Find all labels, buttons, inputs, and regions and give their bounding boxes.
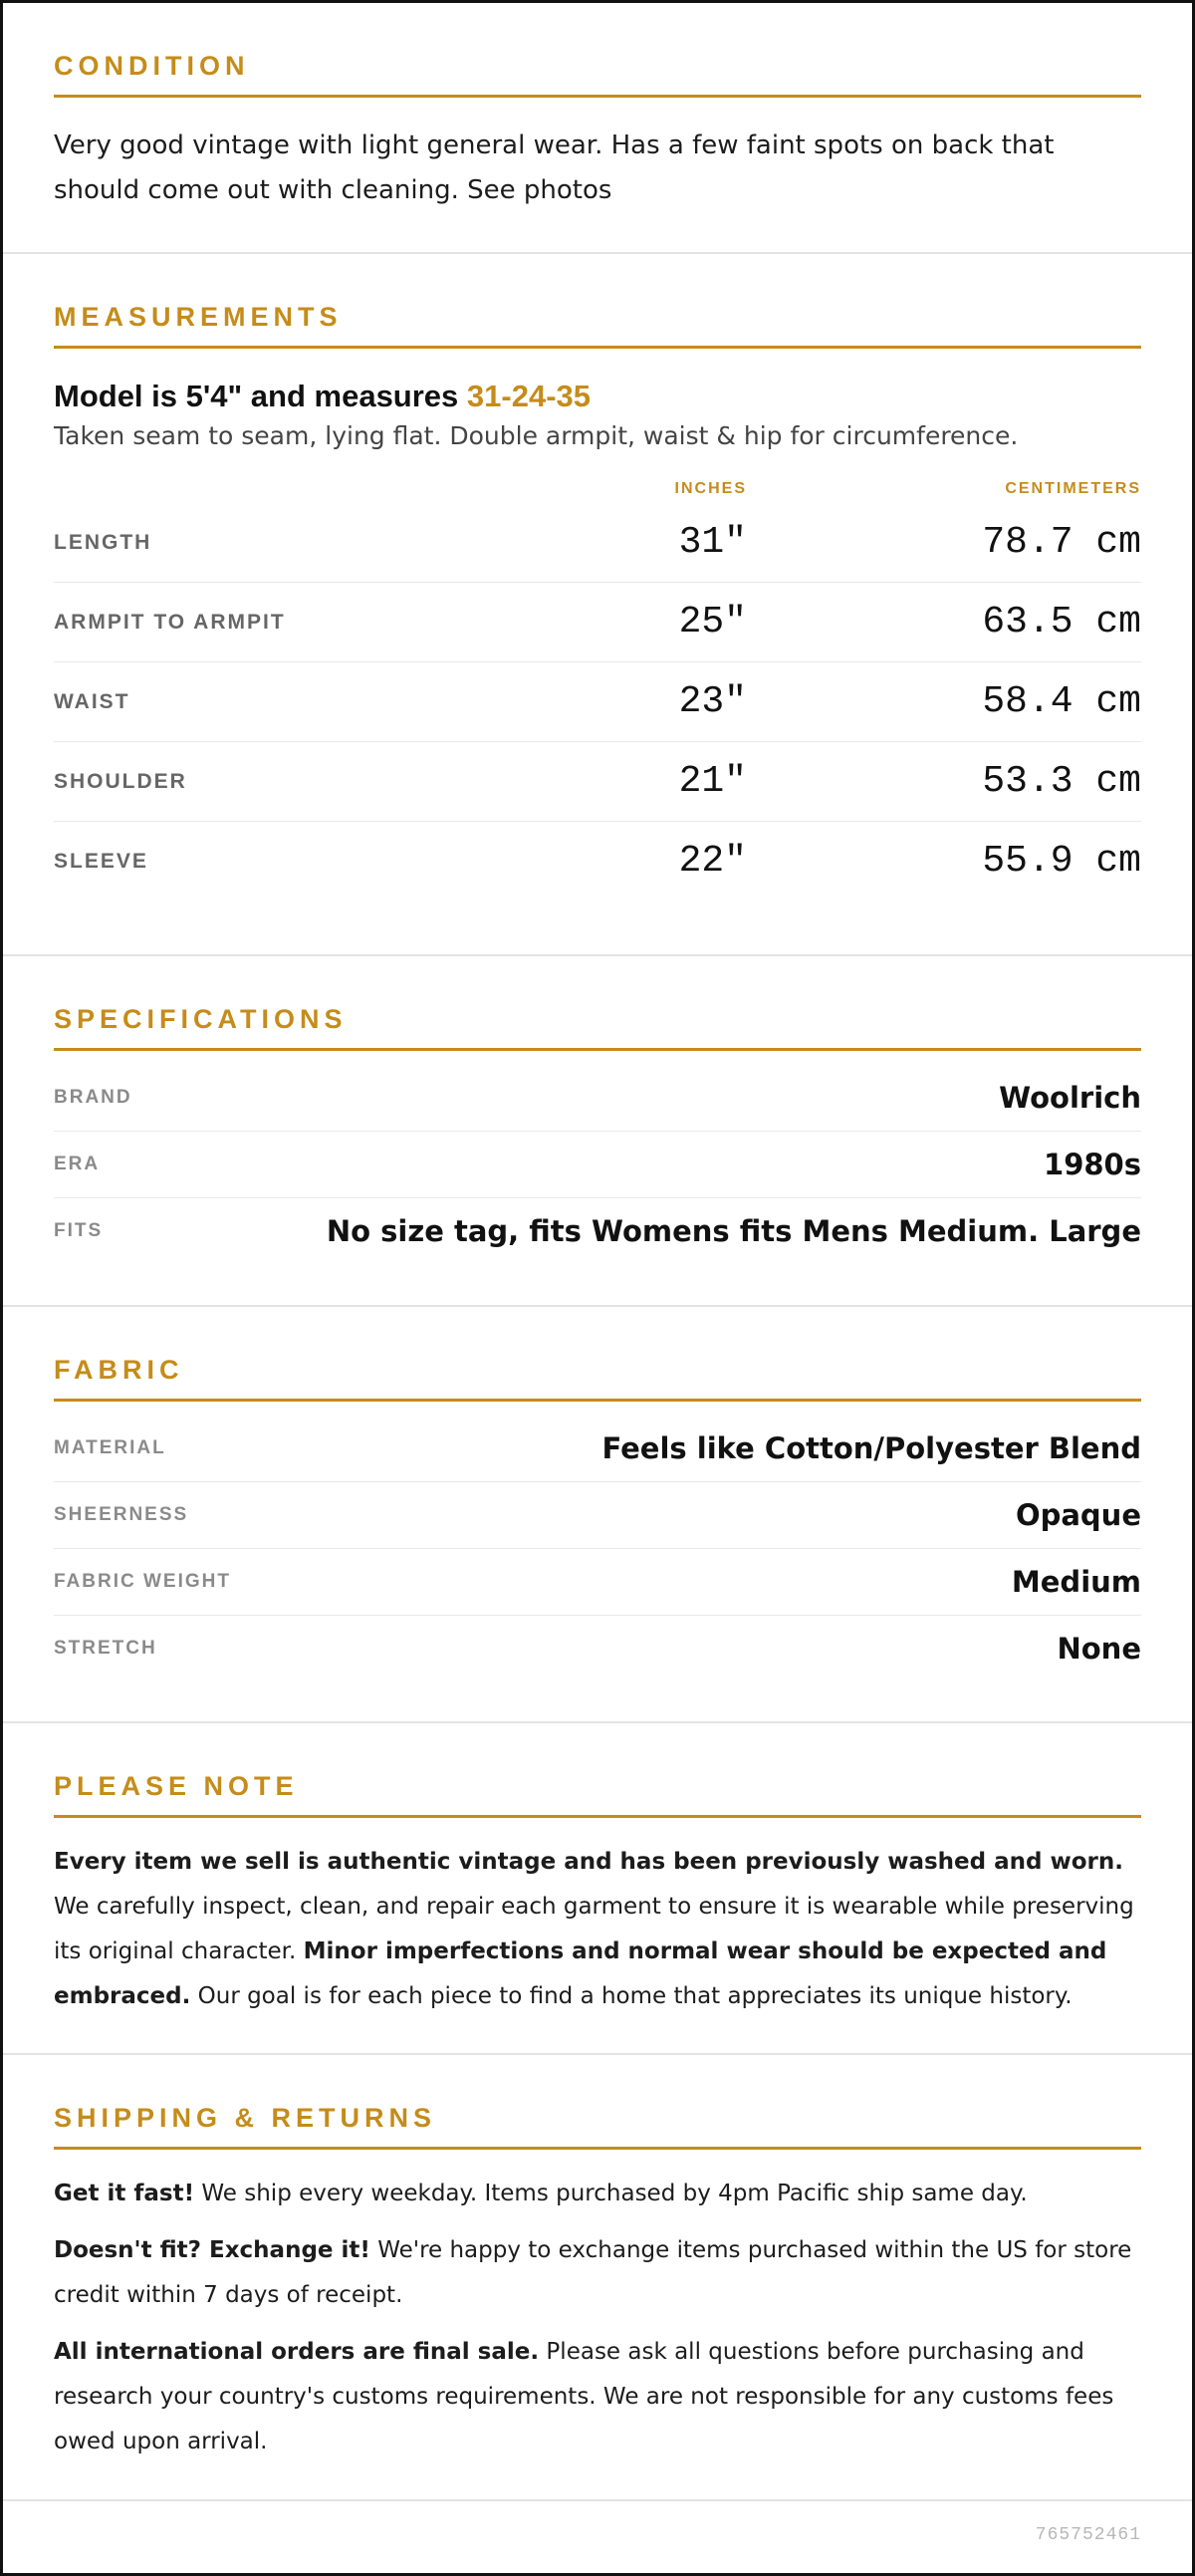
measurement-label: WAIST xyxy=(54,689,130,713)
shipping-bold-international: All international orders are final sale. xyxy=(54,2339,540,2365)
measurement-method-note: Taken seam to seam, lying flat. Double armpit, waist & hip for circumference. xyxy=(54,421,1019,450)
measurement-table xyxy=(54,503,1141,901)
measurement-cm: 53.3 cm xyxy=(982,760,1141,803)
fabric-title: FABRIC xyxy=(54,1353,1141,1402)
shipping-text-international: Please ask all questions before purchasing and research your country's customs requirements. We are not responsible for any customs fees owed upon arrival. xyxy=(54,2339,1114,2454)
fabric-value: Opaque xyxy=(1015,1498,1141,1532)
condition-title: CONDITION xyxy=(54,49,1141,98)
fabric-label: STRETCH xyxy=(54,1638,157,1659)
inches-column-header: INCHES xyxy=(674,480,747,497)
measurement-label: LENGTH xyxy=(54,530,152,554)
spec-row-era xyxy=(54,1132,1141,1198)
shipping-returns-section xyxy=(3,2055,1192,2501)
fabric-label: FABRIC WEIGHT xyxy=(54,1571,231,1592)
shipping-returns-title: SHIPPING & RETURNS xyxy=(54,2101,1141,2150)
measurements-title: MEASUREMENTS xyxy=(54,300,1141,349)
note-bold-authentic: Every item we sell is authentic vintage and has been previously washed and worn. xyxy=(54,1849,1123,1875)
measurement-table-header xyxy=(54,475,1141,503)
measurement-row-waist xyxy=(54,662,1141,742)
measurement-label: SLEEVE xyxy=(54,849,148,873)
note-bold-imperfections: Minor imperfections and normal wear should be expected and embraced. xyxy=(54,1938,1107,2009)
fabric-row-stretch xyxy=(54,1616,1141,1681)
fabric-row-weight xyxy=(54,1549,1141,1616)
shipping-text-exchange: We're happy to exchange items purchased within the US for store credit within 7 days of receipt. xyxy=(54,2237,1132,2308)
please-note-text xyxy=(54,1840,1141,2019)
measurement-inches: 25" xyxy=(678,601,747,644)
measurement-cm: 58.4 cm xyxy=(982,680,1141,723)
spec-label: ERA xyxy=(54,1154,101,1174)
measurement-inches: 21" xyxy=(678,760,747,803)
please-note-section xyxy=(3,1723,1192,2055)
measurement-row-shoulder xyxy=(54,742,1141,822)
fabric-row-sheerness xyxy=(54,1482,1141,1549)
measurement-row-armpit xyxy=(54,583,1141,662)
measurement-inches: 23" xyxy=(678,680,747,723)
measurement-cm: 63.5 cm xyxy=(982,601,1141,644)
spec-row-brand xyxy=(54,1065,1141,1132)
specifications-title: SPECIFICATIONS xyxy=(54,1002,1141,1051)
please-note-title: PLEASE NOTE xyxy=(54,1769,1141,1818)
shipping-bold-fast: Get it fast! xyxy=(54,2181,195,2206)
condition-section xyxy=(3,3,1192,254)
spec-label: BRAND xyxy=(54,1087,132,1108)
condition-text: Very good vintage with light general wear. Has a few faint spots on back that should come out with cleaning. See photos xyxy=(54,130,1055,205)
measurement-label: SHOULDER xyxy=(54,769,187,793)
fabric-label: SHEERNESS xyxy=(54,1504,189,1525)
item-id: 765752461 xyxy=(1035,2525,1141,2545)
measurement-cm: 55.9 cm xyxy=(982,840,1141,883)
fabric-value: Feels like Cotton/Polyester Blend xyxy=(601,1431,1141,1465)
measurement-cm: 78.7 cm xyxy=(982,521,1141,564)
specifications-section xyxy=(3,956,1192,1307)
fabric-section xyxy=(3,1307,1192,1723)
fabric-row-material xyxy=(54,1416,1141,1482)
model-info-prefix: Model is 5'4" and measures xyxy=(54,379,467,413)
shipping-paragraph-exchange xyxy=(54,2228,1141,2318)
measurement-inches: 31" xyxy=(678,521,747,564)
fabric-table xyxy=(54,1416,1141,1681)
shipping-text-fast: We ship every weekday. Items purchased by 4pm Pacific ship same day. xyxy=(194,2181,1028,2206)
fabric-value: None xyxy=(1057,1632,1141,1666)
spec-value: 1980s xyxy=(1044,1148,1141,1181)
centimeters-column-header: CENTIMETERS xyxy=(1005,480,1141,497)
spec-value: Woolrich xyxy=(999,1081,1141,1115)
measurement-label: ARMPIT TO ARMPIT xyxy=(54,610,286,634)
fabric-label: MATERIAL xyxy=(54,1437,166,1458)
measurements-section xyxy=(3,254,1192,956)
note-text-inspect: We carefully inspect, clean, and repair each garment to ensure it is wearable while preserving its original character. xyxy=(54,1894,1134,1964)
specifications-table xyxy=(54,1065,1141,1264)
shipping-bold-exchange: Doesn't fit? Exchange it! xyxy=(54,2237,370,2263)
measurement-inches: 22" xyxy=(678,840,747,883)
fabric-value: Medium xyxy=(1011,1565,1141,1599)
model-info xyxy=(54,379,1141,414)
shipping-paragraph-international xyxy=(54,2330,1141,2464)
measurement-row-sleeve xyxy=(54,822,1141,901)
model-measures: 31-24-35 xyxy=(466,379,591,413)
note-text-goal: Our goal is for each piece to find a home that appreciates its unique history. xyxy=(190,1983,1073,2009)
measurement-row-length xyxy=(54,503,1141,583)
shipping-paragraph-fast xyxy=(54,2172,1141,2216)
spec-row-fits xyxy=(54,1198,1141,1264)
spec-label: FITS xyxy=(54,1220,104,1241)
spec-value: No size tag, fits Womens fits Mens Medium. Large xyxy=(326,1214,1141,1248)
